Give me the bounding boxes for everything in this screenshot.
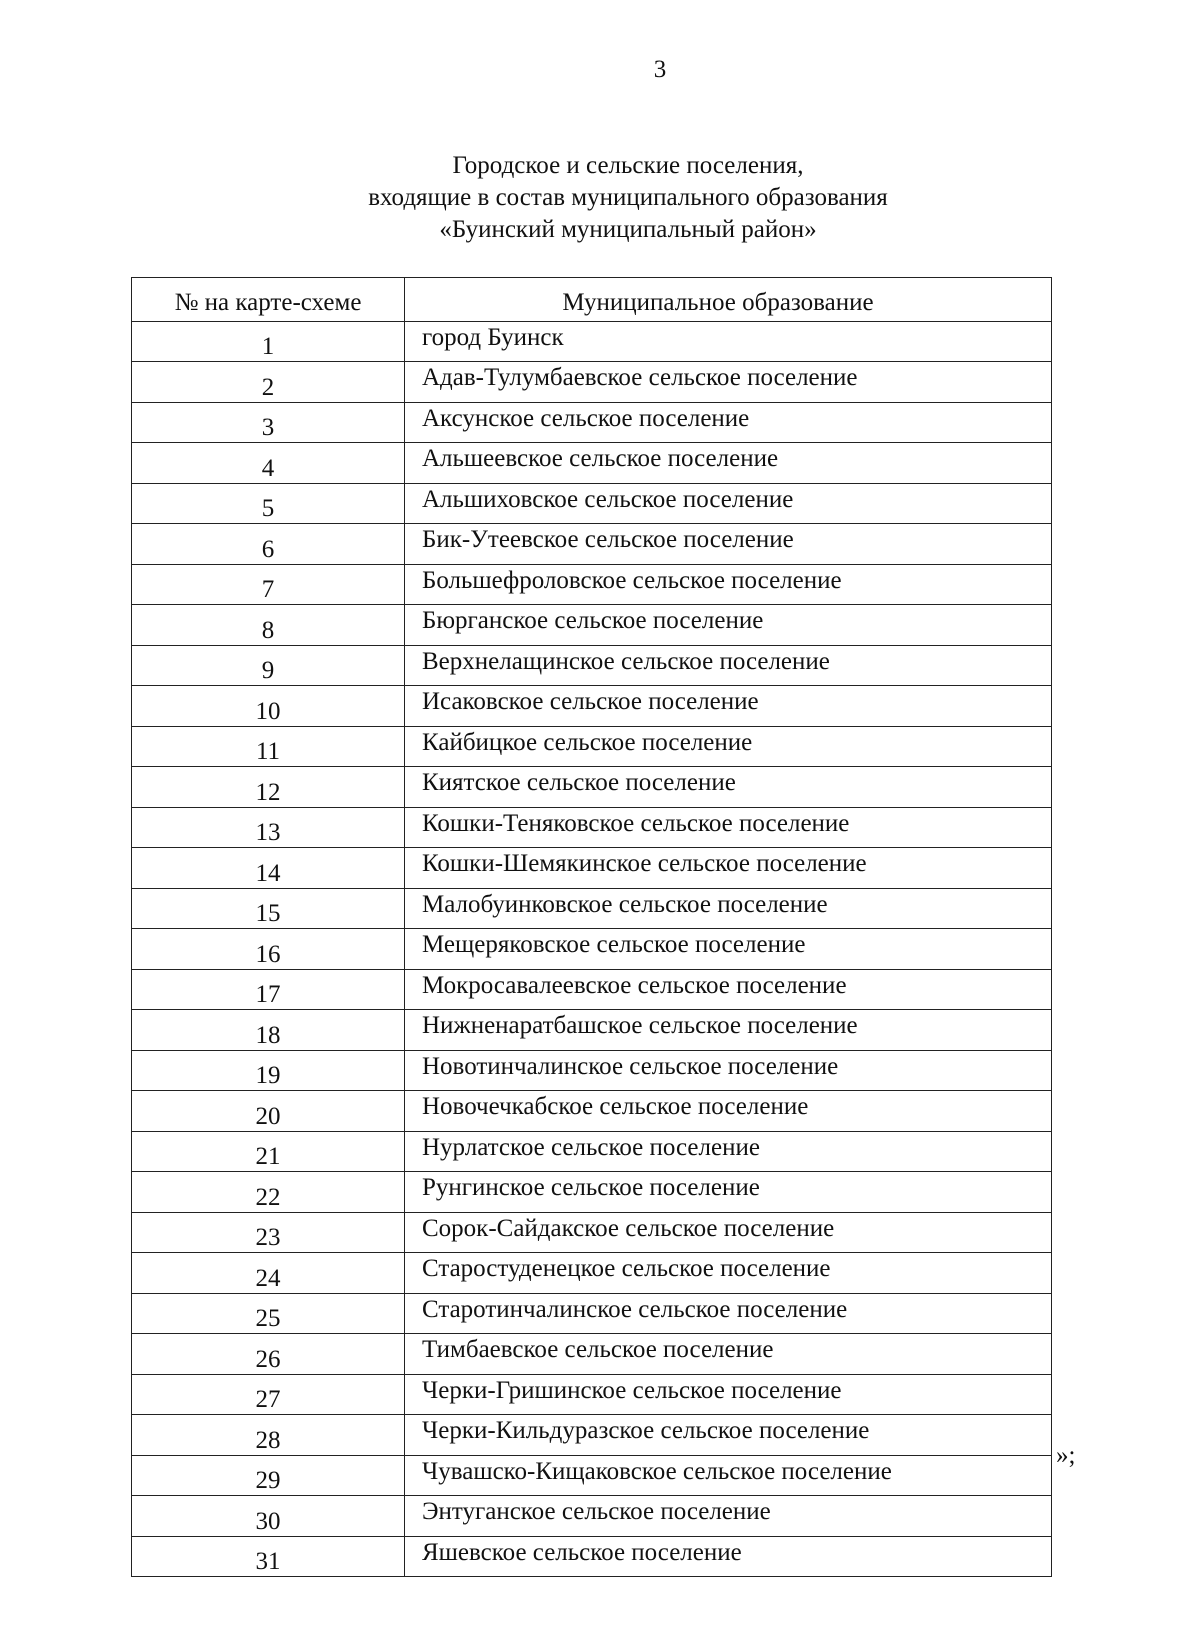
table-row [132, 1091, 1052, 1132]
table-row [132, 1293, 1052, 1334]
row-number: 19 [132, 1050, 405, 1091]
row-municipality-name: Старостуденецкое сельское поселение [405, 1253, 1052, 1294]
table-row [132, 483, 1052, 524]
table-row [132, 605, 1052, 646]
table-row [132, 1455, 1052, 1496]
row-municipality-name: Энтуганское сельское поселение [405, 1496, 1052, 1537]
row-number: 28 [132, 1415, 405, 1456]
table-row [132, 564, 1052, 605]
row-municipality-name: Киятское сельское поселение [405, 767, 1052, 808]
table-row [132, 362, 1052, 403]
row-municipality-name: Бюрганское сельское поселение [405, 605, 1052, 646]
table-row [132, 929, 1052, 970]
table-header-row [132, 278, 1052, 322]
table-row [132, 1253, 1052, 1294]
row-municipality-name: Новочечкабское сельское поселение [405, 1091, 1052, 1132]
row-municipality-name: Большефроловское сельское поселение [405, 564, 1052, 605]
settlements-table [131, 277, 1052, 1577]
row-number: 13 [132, 807, 405, 848]
row-municipality-name: Кайбицкое сельское поселение [405, 726, 1052, 767]
row-municipality-name: Старотинчалинское сельское поселение [405, 1293, 1052, 1334]
row-municipality-name: Кошки-Шемякинское сельское поселение [405, 848, 1052, 889]
row-municipality-name: Черки-Кильдуразское сельское поселение [405, 1415, 1052, 1456]
table-row [132, 443, 1052, 484]
row-number: 22 [132, 1172, 405, 1213]
row-municipality-name: Кошки-Теняковское сельское поселение [405, 807, 1052, 848]
heading-line-2: входящие в состав муниципального образования [368, 184, 888, 211]
row-municipality-name: Нурлатское сельское поселение [405, 1131, 1052, 1172]
page-number: 3 [653, 56, 667, 83]
row-municipality-name: Адав-Тулумбаевское сельское поселение [405, 362, 1052, 403]
row-municipality-name: Альшиховское сельское поселение [405, 483, 1052, 524]
row-number: 6 [132, 524, 405, 565]
closing-quote-mark: »; [1056, 1442, 1076, 1469]
row-municipality-name: Черки-Гришинское сельское поселение [405, 1374, 1052, 1415]
row-number: 18 [132, 1010, 405, 1051]
header-number: № на карте-схеме [132, 278, 405, 322]
row-number: 3 [132, 402, 405, 443]
table-row [132, 1536, 1052, 1577]
row-number: 31 [132, 1536, 405, 1577]
table-row [132, 402, 1052, 443]
row-number: 29 [132, 1455, 405, 1496]
table-row [132, 1334, 1052, 1375]
row-municipality-name: Исаковское сельское поселение [405, 686, 1052, 727]
row-municipality-name: Новотинчалинское сельское поселение [405, 1050, 1052, 1091]
table-row [132, 1010, 1052, 1051]
row-number: 10 [132, 686, 405, 727]
row-number: 15 [132, 888, 405, 929]
table-row [132, 1496, 1052, 1537]
row-number: 25 [132, 1293, 405, 1334]
row-number: 17 [132, 969, 405, 1010]
table-row [132, 1050, 1052, 1091]
table-row [132, 848, 1052, 889]
row-number: 7 [132, 564, 405, 605]
row-number: 24 [132, 1253, 405, 1294]
table-row [132, 645, 1052, 686]
row-number: 27 [132, 1374, 405, 1415]
row-number: 26 [132, 1334, 405, 1375]
table-row [132, 1212, 1052, 1253]
row-number: 2 [132, 362, 405, 403]
row-number: 4 [132, 443, 405, 484]
row-municipality-name: Сорок-Сайдакское сельское поселение [405, 1212, 1052, 1253]
row-number: 11 [132, 726, 405, 767]
row-municipality-name: Нижненаратбашское сельское поселение [405, 1010, 1052, 1051]
table-row [132, 767, 1052, 808]
row-number: 21 [132, 1131, 405, 1172]
table-row [132, 726, 1052, 767]
table-row [132, 807, 1052, 848]
row-municipality-name: Альшеевское сельское поселение [405, 443, 1052, 484]
row-number: 23 [132, 1212, 405, 1253]
row-municipality-name: город Буинск [405, 321, 1052, 362]
row-municipality-name: Бик-Утеевское сельское поселение [405, 524, 1052, 565]
row-number: 12 [132, 767, 405, 808]
heading-line-1: Городское и сельские поселения, [452, 152, 804, 179]
row-municipality-name: Мокросавалеевское сельское поселение [405, 969, 1052, 1010]
heading-line-3: «Буинский муниципальный район» [439, 216, 817, 243]
table-row [132, 1374, 1052, 1415]
row-number: 20 [132, 1091, 405, 1132]
row-number: 8 [132, 605, 405, 646]
row-number: 9 [132, 645, 405, 686]
row-municipality-name: Мещеряковское сельское поселение [405, 929, 1052, 970]
document-heading [0, 150, 1200, 246]
row-number: 16 [132, 929, 405, 970]
row-municipality-name: Чувашско-Кищаковское сельское поселение [405, 1455, 1052, 1496]
table-row [132, 524, 1052, 565]
row-number: 14 [132, 848, 405, 889]
row-number: 1 [132, 321, 405, 362]
row-municipality-name: Малобуинковское сельское поселение [405, 888, 1052, 929]
header-municipality: Муниципальное образование [405, 278, 1052, 322]
table-row [132, 969, 1052, 1010]
table-row [132, 686, 1052, 727]
row-municipality-name: Тимбаевское сельское поселение [405, 1334, 1052, 1375]
table-row [132, 1131, 1052, 1172]
row-number: 30 [132, 1496, 405, 1537]
table-row [132, 888, 1052, 929]
row-number: 5 [132, 483, 405, 524]
table-body [132, 321, 1052, 1577]
table-row [132, 321, 1052, 362]
row-municipality-name: Аксунское сельское поселение [405, 402, 1052, 443]
row-municipality-name: Яшевское сельское поселение [405, 1536, 1052, 1577]
table-row [132, 1172, 1052, 1213]
row-municipality-name: Верхнелащинское сельское поселение [405, 645, 1052, 686]
row-municipality-name: Рунгинское сельское поселение [405, 1172, 1052, 1213]
table-row [132, 1415, 1052, 1456]
